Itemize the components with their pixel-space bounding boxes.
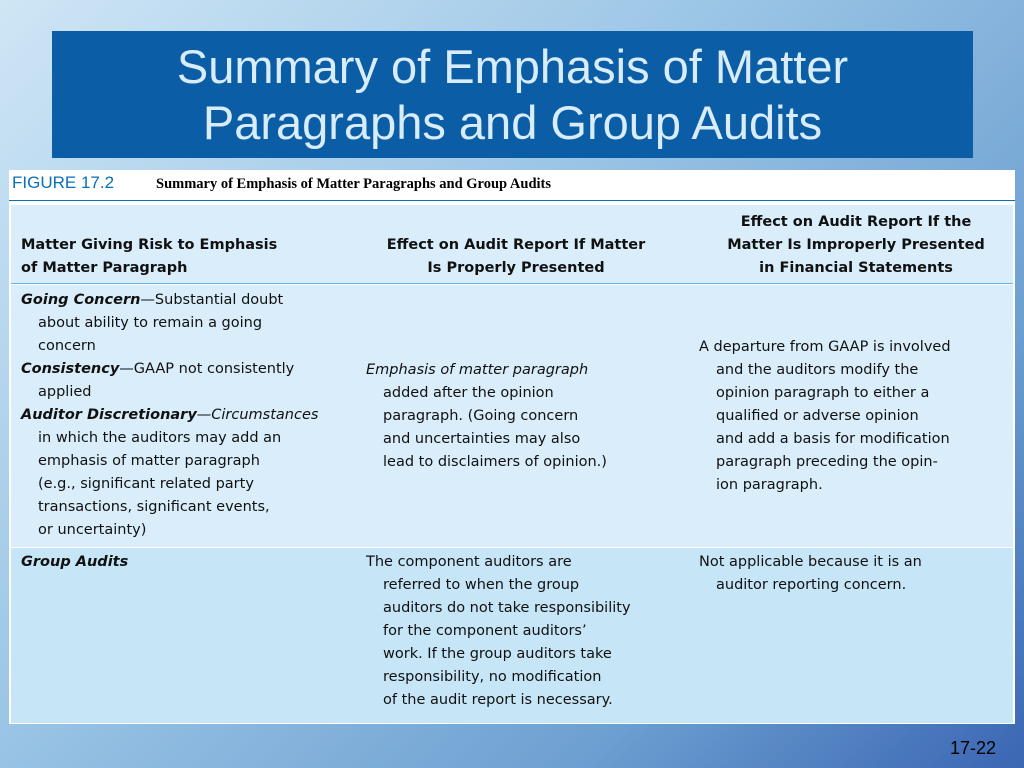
- figure-label: FIGURE 17.2: [12, 173, 115, 192]
- table-header-row: [11, 205, 1013, 284]
- matter-cell: [21, 551, 351, 574]
- consistency-term: Consistency: [21, 361, 120, 377]
- figure-table: [9, 170, 1015, 724]
- header-matter: Matter Giving Risk to Emphasis of Matter Paragraph: [21, 237, 278, 276]
- effect-improper-cell: A departure from GAAP is involved and the auditors modify the opinion paragraph to either a qualified or adverse opinion and add a basis for modification paragraph preceding the opin- ion paragraph.: [699, 339, 951, 493]
- header-effect-improper: Effect on Audit Report If the Matter Is Improperly Presented in Financial Statements: [727, 214, 985, 276]
- slide-title-line1: Summary of Emphasis of Matter: [176, 39, 849, 93]
- group-audits-term: Group Audits: [21, 554, 129, 570]
- slide-title: [52, 31, 973, 158]
- effect-proper-cell: The component auditors are referred to when the group auditors do not take responsibility for the component auditors’ work. If the group auditors take responsibility, no modification of the audit report is necessary.: [366, 554, 631, 708]
- going-concern-term: Going Concern: [21, 292, 141, 308]
- effect-improper-cell: Not applicable because it is an auditor reporting concern.: [699, 554, 922, 593]
- matter-cell: Going Concern—Substantial doubt about ability to remain a going concern Consistency—GAAP not consistently applied Auditor Discretionary—Circumstances in which the auditors may add an emphasis of matter paragraph (e.g., significant related party transactions, significant events, or uncertainty): [21, 292, 319, 538]
- slide-title-line2: Paragraphs and Group Audits: [202, 95, 823, 149]
- table-row: [11, 285, 1013, 547]
- figure-caption: Summary of Emphasis of Matter Paragraphs and Group Audits: [156, 176, 552, 192]
- header-effect-proper: Effect on Audit Report If Matter Is Properly Presented: [386, 237, 646, 276]
- auditor-discretionary-term: Auditor Discretionary: [21, 407, 197, 423]
- figure-header: [9, 170, 1015, 201]
- effect-proper-cell: Emphasis of matter paragraph added after the opinion paragraph. (Going concern and uncertainties may also lead to disclaimers of opinion.): [366, 362, 607, 470]
- page-number: 17-22: [950, 738, 997, 758]
- table-row: [11, 548, 1013, 723]
